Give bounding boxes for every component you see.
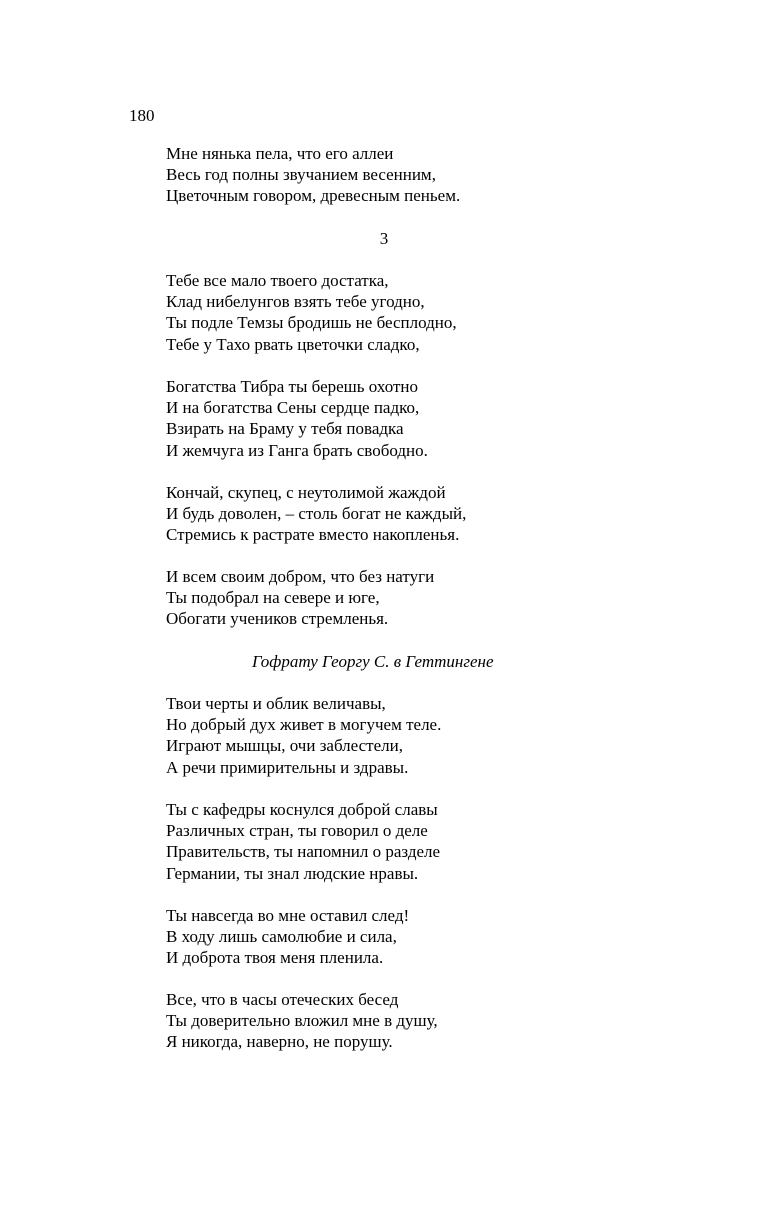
page-number: 180 <box>129 106 155 125</box>
verse-line: Тебе у Тахо рвать цветочки сладко, <box>166 334 420 354</box>
verse-line: В ходу лишь самолюбие и сила, <box>166 927 397 947</box>
sonnet4-stanza3 <box>166 905 686 969</box>
verse-line: И доброта твоя меня пленила. <box>166 948 384 968</box>
sonnet4-stanza2 <box>166 799 686 884</box>
verse-line: И всем своим добром, что без натуги <box>166 567 435 586</box>
verse-line: И жемчуга из Ганга брать свободно. <box>166 440 428 460</box>
sonnet3-stanza2 <box>166 376 686 461</box>
verse-line: Правительств, ты напомнил о разделе <box>166 842 441 862</box>
verse-line: Все, что в часы отеческих бесед <box>166 990 399 1009</box>
verse-line: Мне нянька пела, что его аллеи <box>166 144 394 163</box>
verse-line: Я никогда, наверно, не порушу. <box>166 1032 393 1052</box>
verse-line: Но добрый дух живет в могучем теле. <box>166 715 442 735</box>
verse-line: Играют мышцы, очи заблестели, <box>166 736 403 756</box>
verse-line: Ты навсегда во мне оставил след! <box>166 906 410 925</box>
verse-line: Кончай, скупец, с неутолимой жаждой <box>166 483 446 502</box>
dedication-heading: Гофрату Георгу С. в Геттингене <box>252 652 494 671</box>
verse-line: Весь год полны звучанием весенним, <box>166 165 436 185</box>
verse-line: Твои черты и облик величавы, <box>166 694 386 713</box>
stanza-top <box>166 143 686 207</box>
verse-line: И будь доволен, – столь богат не каждый, <box>166 504 467 524</box>
verse-line: Стремись к растрате вместо накопленья. <box>166 525 460 545</box>
verse-line: Ты подле Темзы бродишь не бесплодно, <box>166 313 457 333</box>
verse-line: Тебе все мало твоего достатка, <box>166 271 389 290</box>
verse-line: Различных стран, ты говорил о деле <box>166 821 428 841</box>
verse-line: Взирать на Браму у тебя повадка <box>166 419 404 439</box>
verse-line: Ты доверительно вложил мне в душу, <box>166 1011 438 1031</box>
sonnet4-stanza1 <box>166 693 686 778</box>
sonnet3-stanza4 <box>166 566 686 630</box>
verse-line: Клад нибелунгов взять тебе угодно, <box>166 292 425 312</box>
verse-line: Цветочным говором, древесным пеньем. <box>166 186 461 206</box>
verse-line: А речи примирительны и здравы. <box>166 757 409 777</box>
section-number: 3 <box>379 229 389 248</box>
verse-line: Ты подобрал на севере и юге, <box>166 588 380 608</box>
verse-line: Богатства Тибра ты берешь охотно <box>166 377 418 396</box>
sonnet3-stanza1 <box>166 270 686 355</box>
verse-line: И на богатства Сены сердце падко, <box>166 398 420 418</box>
verse-line: Ты с кафедры коснулся доброй славы <box>166 800 438 819</box>
verse-line: Обогати учеников стремленья. <box>166 609 389 629</box>
verse-line: Германии, ты знал людские нравы. <box>166 863 419 883</box>
sonnet3-stanza3 <box>166 482 686 546</box>
sonnet4-stanza4 <box>166 989 686 1053</box>
